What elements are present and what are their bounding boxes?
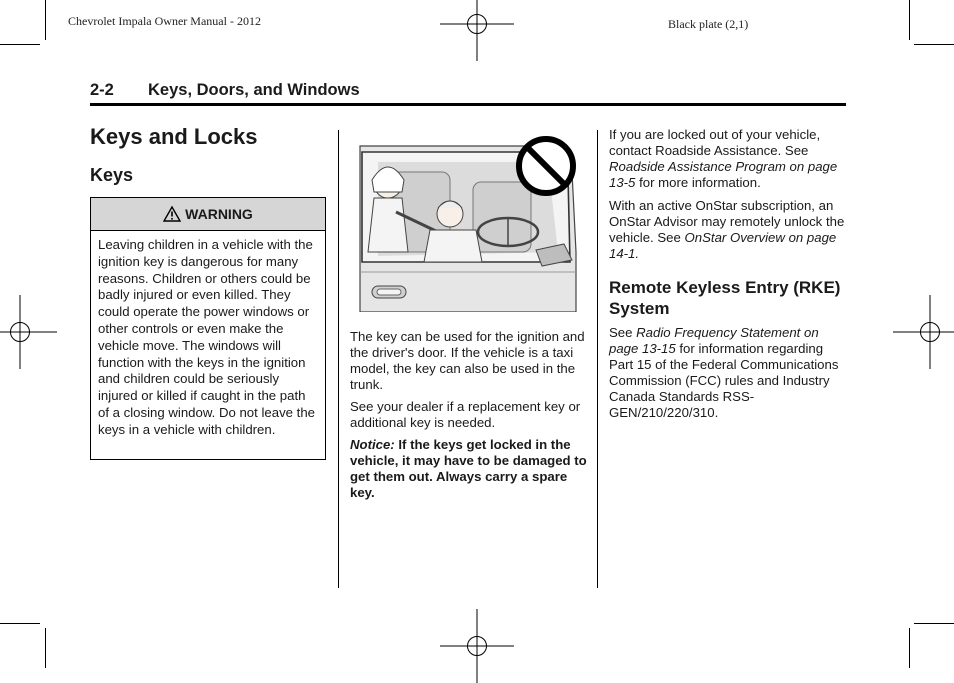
column-divider [597, 130, 598, 588]
locked-out-text-end: for more information. [635, 175, 761, 190]
crop-mark [45, 628, 46, 668]
registration-mark-icon [440, 0, 514, 61]
crop-mark [914, 623, 954, 624]
warning-triangle-icon [163, 206, 181, 222]
locked-out-text: If you are locked out of your vehicle, contact Roadside Assistance. See [609, 127, 821, 158]
column2-text [350, 329, 588, 501]
warning-box [90, 197, 326, 460]
notice-text: If the keys get locked in the vehicle, it may have to be damaged to get them out. Always carry a spare key. [350, 437, 587, 500]
rke-heading: Remote Keyless Entry (RKE) System [609, 278, 841, 318]
rke-paragraph [609, 325, 849, 421]
onstar-paragraph [609, 198, 849, 262]
roadside-assistance-link[interactable]: Roadside Assistance Program on page 13-5 [609, 159, 838, 190]
registration-mark-icon [440, 609, 514, 683]
crop-mark [0, 623, 40, 624]
children-in-car-prohibited-illustration [358, 132, 580, 312]
onstar-overview-link[interactable]: OnStar Overview on page 14-1. [609, 230, 837, 261]
registration-mark-icon [0, 295, 57, 369]
plate-label: Black plate (2,1) [668, 17, 749, 31]
section-header [90, 81, 846, 106]
page-title: Keys and Locks [90, 124, 258, 149]
warning-text: Leaving children in a vehicle with the ignition key is dangerous for many reasons. Children or others could be badly injured or even killed. They could operate the power windows or other controls or even make the vehicle move. The windows will function with the keys in the ignition and children could be seriously injured or killed if caught in the path of a closing window. Do not leave the keys in a vehicle with children. [98, 237, 315, 437]
column-divider [338, 130, 339, 588]
key-usage-paragraph: The key can be used for the ignition and the driver's door. If the vehicle is a taxi model, the key can also be used in the trunk. [350, 329, 585, 392]
locked-out-paragraph [609, 127, 849, 191]
crop-mark [914, 44, 954, 45]
crop-mark [909, 628, 910, 668]
manual-title-header: Chevrolet Impala Owner Manual - 2012 [68, 14, 261, 28]
notice-paragraph [350, 437, 588, 501]
radio-frequency-link[interactable]: Radio Frequency Statement on page 13-15 [609, 325, 819, 356]
crop-mark [0, 44, 40, 45]
section-number: 2-2 [90, 81, 114, 99]
subheading-keys: Keys [90, 165, 134, 185]
notice-label: Notice: [350, 437, 395, 452]
section-title: Keys, Doors, and Windows [148, 81, 360, 99]
rke-text-start: See [609, 325, 637, 340]
onstar-text: With an active OnStar subscription, an OnStar Advisor may remotely unlock the vehicle. See [609, 198, 845, 245]
crop-mark [909, 0, 910, 40]
warning-label: WARNING [185, 206, 253, 222]
rke-text-end: for information regarding Part 15 of the Federal Communications Commission (FCC) rules and Industry Canada Standards RSS-GEN/210/220/310. [609, 341, 839, 420]
replacement-key-paragraph: See your dealer if a replacement key or additional key is needed. [350, 399, 581, 430]
warning-header [91, 198, 325, 231]
column3-text-top [609, 127, 849, 262]
crop-mark [45, 0, 46, 40]
column3-text-bottom [609, 325, 849, 421]
registration-mark-icon [893, 295, 954, 369]
